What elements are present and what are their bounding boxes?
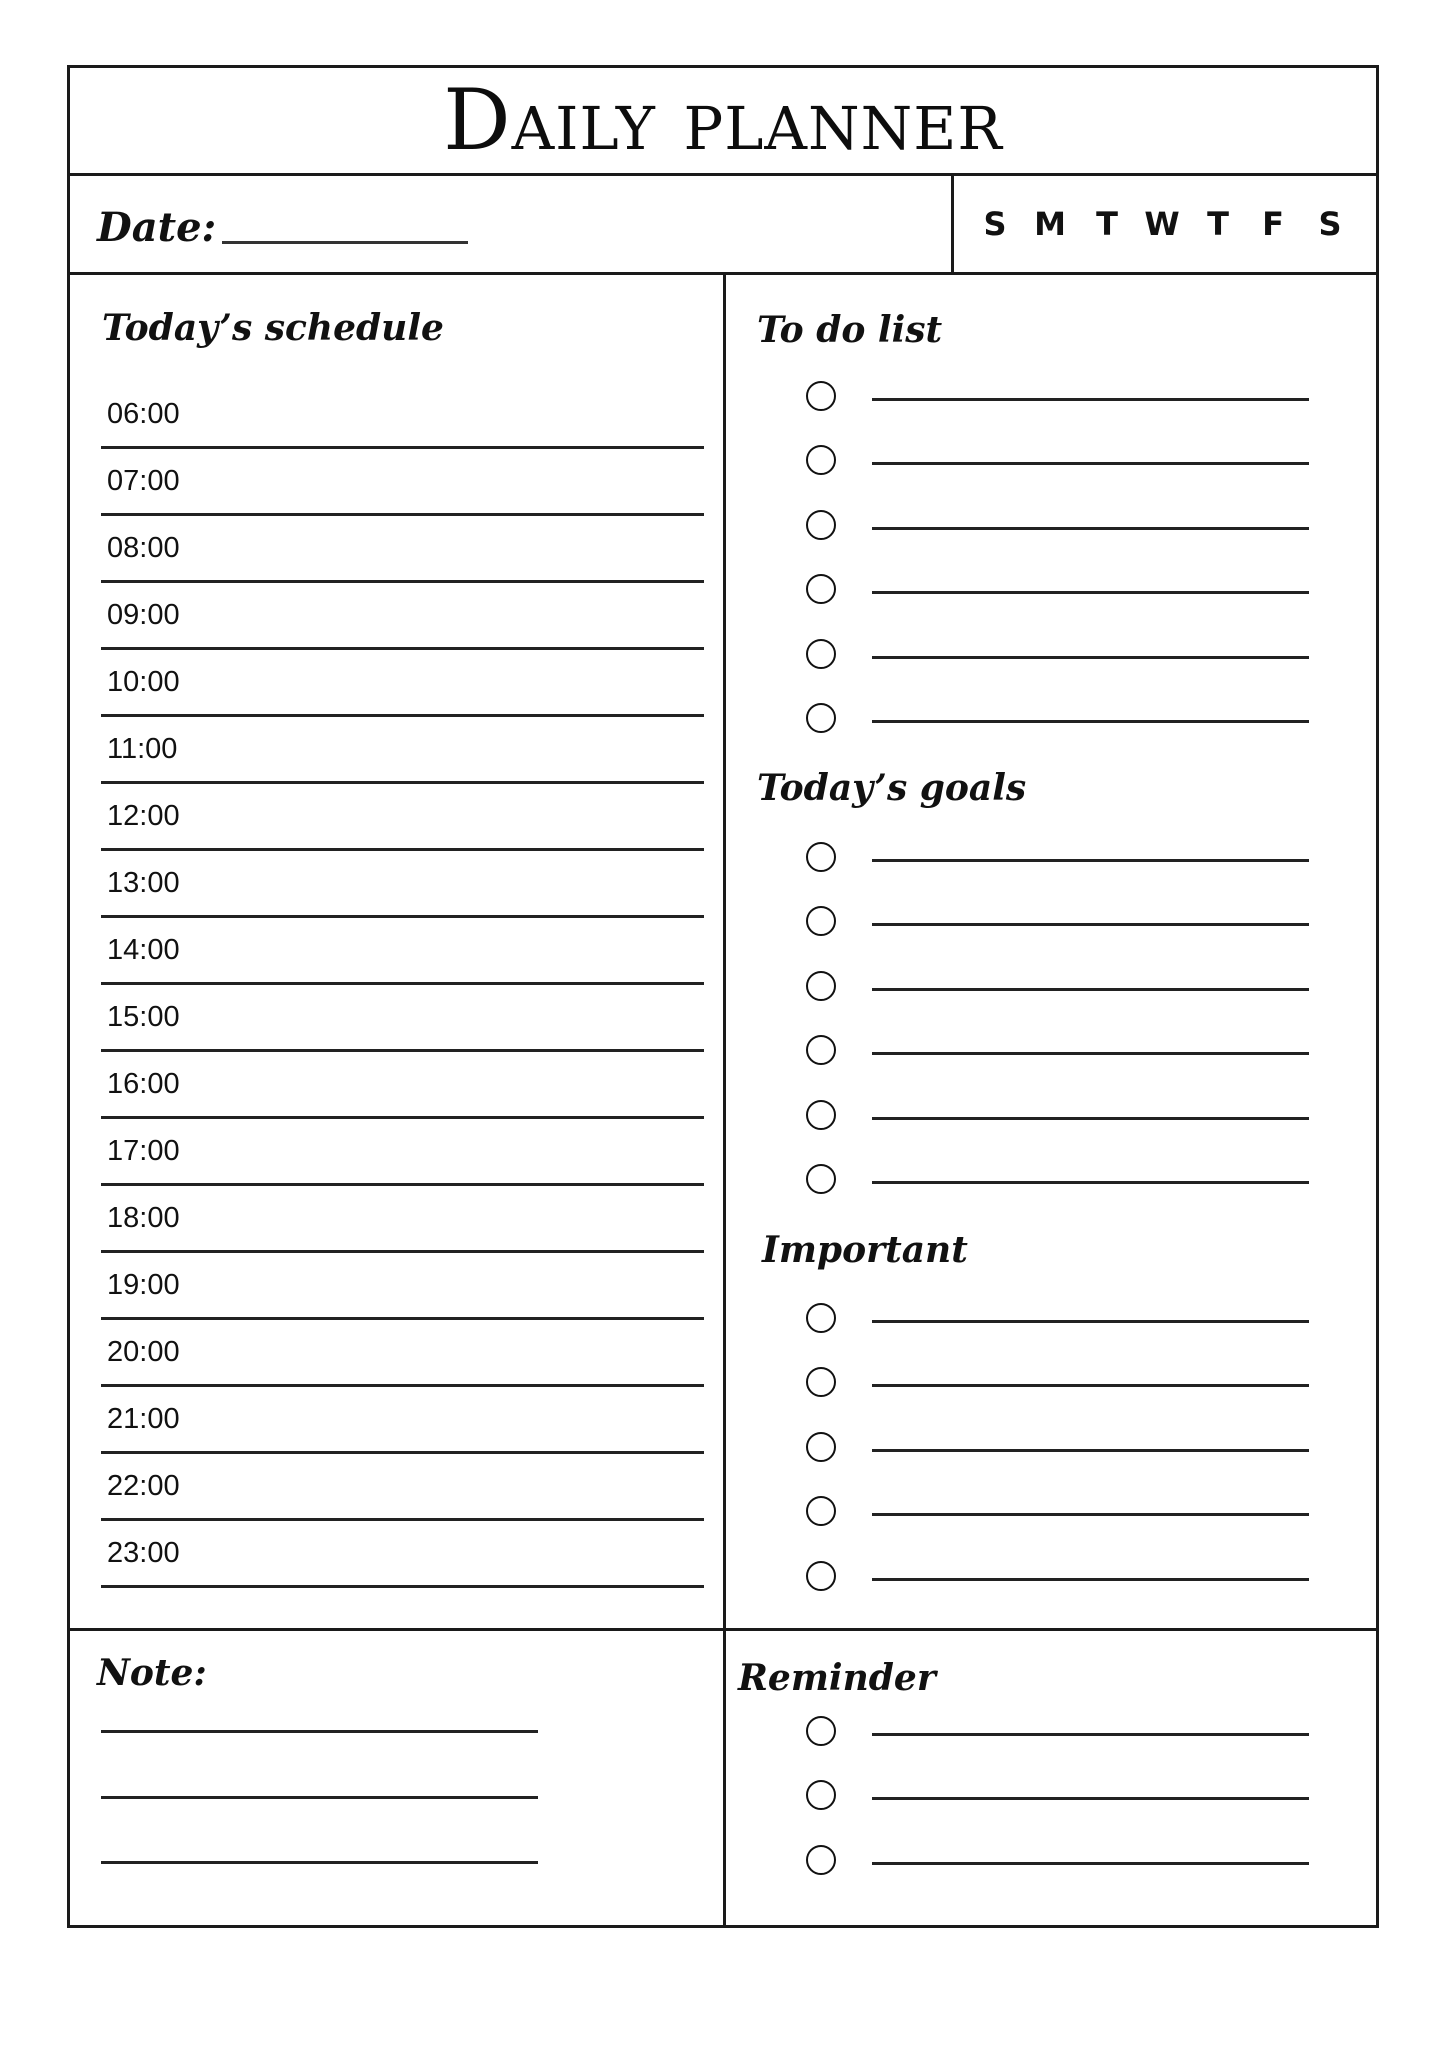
goal-entry-line[interactable]: [872, 1117, 1309, 1120]
reminder-entry-line[interactable]: [872, 1797, 1309, 1800]
schedule-entry-line[interactable]: [101, 1049, 704, 1052]
page-title: Daily planner: [443, 71, 1003, 169]
day-wednesday[interactable]: W: [1144, 205, 1180, 243]
day-thursday[interactable]: T: [1207, 205, 1229, 243]
weekday-selector: [955, 200, 1379, 248]
schedule-entry-line[interactable]: [101, 1384, 704, 1387]
checkbox-circle-icon[interactable]: [806, 1035, 836, 1065]
schedule-time-label: 09:00: [107, 599, 180, 631]
important-entry-line[interactable]: [872, 1449, 1309, 1452]
checkbox-circle-icon[interactable]: [806, 1100, 836, 1130]
day-monday[interactable]: M: [1034, 205, 1066, 243]
goal-entry-line[interactable]: [872, 988, 1309, 991]
checkbox-circle-icon[interactable]: [806, 381, 836, 411]
schedule-entry-line[interactable]: [101, 1585, 704, 1588]
schedule-entry-line[interactable]: [101, 1116, 704, 1119]
important-entry-line[interactable]: [872, 1578, 1309, 1581]
schedule-time-label: 06:00: [107, 398, 180, 430]
day-saturday[interactable]: S: [1318, 205, 1342, 243]
schedule-entry-line[interactable]: [101, 580, 704, 583]
note-heading: Note:: [97, 1652, 207, 1694]
schedule-entry-line[interactable]: [101, 714, 704, 717]
checkbox-circle-icon[interactable]: [806, 639, 836, 669]
bottom-section-divider: [67, 1628, 1379, 1631]
schedule-entry-line[interactable]: [101, 781, 704, 784]
todo-heading: To do list: [757, 309, 943, 351]
schedule-time-label: 23:00: [107, 1537, 180, 1569]
schedule-entry-line[interactable]: [101, 1317, 704, 1320]
schedule-time-label: 18:00: [107, 1202, 180, 1234]
schedule-time-label: 17:00: [107, 1135, 180, 1167]
checkbox-circle-icon[interactable]: [806, 842, 836, 872]
schedule-entry-line[interactable]: [101, 513, 704, 516]
goal-entry-line[interactable]: [872, 859, 1309, 862]
important-entry-line[interactable]: [872, 1513, 1309, 1516]
date-label: Date:: [97, 204, 217, 251]
checkbox-circle-icon[interactable]: [806, 1432, 836, 1462]
schedule-entry-line[interactable]: [101, 1518, 704, 1521]
checkbox-circle-icon[interactable]: [806, 1303, 836, 1333]
schedule-time-label: 22:00: [107, 1470, 180, 1502]
day-tuesday[interactable]: T: [1096, 205, 1118, 243]
date-field[interactable]: [222, 241, 468, 244]
goal-entry-line[interactable]: [872, 1181, 1309, 1184]
important-entry-line[interactable]: [872, 1320, 1309, 1323]
column-divider: [723, 274, 726, 1928]
todo-entry-line[interactable]: [872, 591, 1309, 594]
day-sunday[interactable]: S: [983, 205, 1007, 243]
schedule-entry-line[interactable]: [101, 446, 704, 449]
checkbox-circle-icon[interactable]: [806, 1716, 836, 1746]
schedule-entry-line[interactable]: [101, 982, 704, 985]
schedule-time-label: 19:00: [107, 1269, 180, 1301]
goals-heading: Today’s goals: [757, 767, 1027, 809]
todo-entry-line[interactable]: [872, 720, 1309, 723]
schedule-time-label: 15:00: [107, 1001, 180, 1033]
schedule-entry-line[interactable]: [101, 647, 704, 650]
checkbox-circle-icon[interactable]: [806, 703, 836, 733]
schedule-time-label: 11:00: [107, 733, 178, 765]
schedule-time-label: 14:00: [107, 934, 180, 966]
checkbox-circle-icon[interactable]: [806, 971, 836, 1001]
schedule-time-label: 13:00: [107, 867, 180, 899]
goal-entry-line[interactable]: [872, 1052, 1309, 1055]
checkbox-circle-icon[interactable]: [806, 510, 836, 540]
schedule-time-label: 20:00: [107, 1336, 180, 1368]
schedule-time-label: 12:00: [107, 800, 180, 832]
schedule-entry-line[interactable]: [101, 848, 704, 851]
todo-entry-line[interactable]: [872, 656, 1309, 659]
note-entry-line[interactable]: [101, 1730, 538, 1733]
reminder-entry-line[interactable]: [872, 1862, 1309, 1865]
note-entry-line[interactable]: [101, 1796, 538, 1799]
important-heading: Important: [762, 1229, 968, 1271]
goal-entry-line[interactable]: [872, 923, 1309, 926]
days-divider: [951, 175, 954, 273]
checkbox-circle-icon[interactable]: [806, 1561, 836, 1591]
todo-entry-line[interactable]: [872, 527, 1309, 530]
reminder-heading: Reminder: [738, 1657, 936, 1699]
schedule-entry-line[interactable]: [101, 1250, 704, 1253]
reminder-entry-line[interactable]: [872, 1733, 1309, 1736]
todo-entry-line[interactable]: [872, 398, 1309, 401]
schedule-heading: Today’s schedule: [102, 307, 444, 349]
schedule-entry-line[interactable]: [101, 1183, 704, 1186]
schedule-time-label: 16:00: [107, 1068, 180, 1100]
schedule-entry-line[interactable]: [101, 915, 704, 918]
checkbox-circle-icon[interactable]: [806, 1845, 836, 1875]
schedule-entry-line[interactable]: [101, 1451, 704, 1454]
day-friday[interactable]: F: [1262, 205, 1284, 243]
checkbox-circle-icon[interactable]: [806, 574, 836, 604]
important-entry-line[interactable]: [872, 1384, 1309, 1387]
checkbox-circle-icon[interactable]: [806, 1496, 836, 1526]
schedule-time-label: 08:00: [107, 532, 180, 564]
schedule-time-label: 10:00: [107, 666, 180, 698]
schedule-time-label: 07:00: [107, 465, 180, 497]
schedule-time-label: 21:00: [107, 1403, 180, 1435]
note-entry-line[interactable]: [101, 1861, 538, 1864]
todo-entry-line[interactable]: [872, 462, 1309, 465]
checkbox-circle-icon[interactable]: [806, 1164, 836, 1194]
